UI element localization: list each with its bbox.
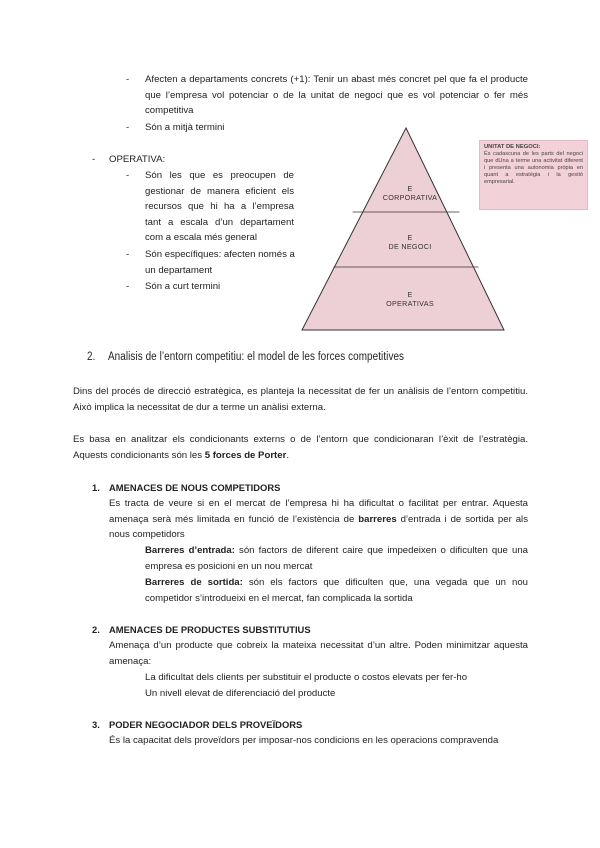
sub-label: Barreres d’entrada: (145, 545, 235, 556)
pyramid-level-prefix: E (407, 290, 413, 299)
unitat-negoci-note (479, 140, 588, 210)
bullet-mitja-termini: Són a mitjà termini (145, 122, 225, 133)
pyramid-level-operativas (356, 290, 464, 308)
force-3-number: 3. (92, 719, 100, 730)
pyramid-level-prefix: E (407, 184, 413, 193)
force-3-text: És la capacitat dels proveïdors per imposar-nos condicions en les operacions compravenda (109, 735, 499, 746)
sub-text: són factors de diferent caire que impedeixen o dificulten que una empresa es posicioni en un nou mercat (145, 545, 528, 572)
force-2-item-1: La dificultat dels clients per substituir el producte o costos elevats per fer-ho (145, 672, 468, 683)
force-2-text: Amenaça d’un producte que cobreix la mateixa necessitat d’un altre. Poden minimitzar aquesta amenaça: (109, 640, 528, 667)
force-2-item-2: Un nivell elevat de diferenciació del producte (145, 688, 336, 699)
barreres-emphasis: barreres (358, 513, 397, 525)
pyramid-level-name: CORPORATIVA (382, 193, 438, 202)
force-2-title: AMENACES DE PRODUCTES SUBSTITUTIUS (109, 624, 311, 635)
sub-label: Barreres de sortida: (145, 577, 243, 588)
note-title: UNITAT DE NEGOCI: (484, 144, 541, 150)
section-2-number: 2. (87, 351, 96, 363)
para-text: d’entrada i de sortida per als nous competidors (109, 513, 528, 540)
sub-text: són els factors que dificulten que, una vegada que un nou competidor s’introdueixi en el mercat, fan complicada la sortida (145, 577, 528, 604)
operativa-item-3: Són a curt termini (145, 281, 221, 292)
pyramid-level-name: OPERATIVAS (386, 299, 434, 308)
bullet-dash: - (126, 249, 130, 260)
pyramid-level-negoci (356, 233, 464, 251)
bullet-dash: - (126, 122, 130, 133)
section-2-paragraph-2 (73, 432, 528, 463)
operativa-item-2: Són específiques: afecten només a un departament (145, 249, 295, 276)
force-1-text (109, 496, 528, 543)
bullet-dash: - (126, 170, 130, 181)
bullet-dash: - (126, 74, 130, 85)
force-2-number: 2. (92, 624, 100, 635)
para-text: . (286, 449, 289, 461)
force-3-title: PODER NEGOCIADOR DELS PROVEÏDORS (109, 719, 303, 730)
para-text: Es basa en analitzar els condicionants externs o de l’entorn que condicionaran l’èxit de l’estratègia. Aquests condicionants són les (73, 434, 528, 461)
barreres-sortida (145, 575, 528, 606)
operativa-item-1: Són les que es preocupen de gestionar de manera eficient els recursos que hi ha a l’empresa tant a escala d’un departament com a escala més general (145, 170, 294, 243)
section-2-title: Analisis de l’entorn competitiu: el model de les forces competitives (108, 351, 405, 363)
barreres-entrada (145, 543, 528, 574)
pyramid-level-name: DE NEGOCI (388, 242, 432, 251)
pyramid-level-corporativa (356, 184, 464, 202)
operativa-label: OPERATIVA: (109, 154, 166, 165)
pyramid-level-prefix: E (407, 233, 413, 242)
note-body: És cadascuna de les parts del negoci que dUna a terme una activitat diferent i presenta una autonomia pròpia en quant a estratègia i la gestió empresarial. (484, 151, 583, 185)
section-2-paragraph-1: Dins del procés de direcció estratègica, es planteja la necessitat de fer un anàlisis de l’entorn competitiu. Això implica la necessitat de dur a terme un anàlisi externa. (73, 386, 528, 413)
para-text: Es tracta de veure si en el mercat de l’empresa hi ha dificultat o facilitat per entrar. Aquesta amenaça serà més limitada en funció de l’existència de (109, 498, 528, 525)
bullet-departaments: Afecten a departaments concrets (+1): Tenir un abast més concret pel que fa el producte que l’empresa vol potenciar o de la unitat de negoci que es vol potenciar o fer més competitiva (145, 74, 528, 116)
force-1-title: AMENACES DE NOUS COMPETIDORS (109, 482, 281, 493)
bullet-dash: - (92, 154, 96, 165)
bullet-dash: - (126, 281, 130, 292)
porter-forces-emphasis: 5 forces de Porter (204, 449, 287, 461)
force-1-number: 1. (92, 482, 100, 493)
